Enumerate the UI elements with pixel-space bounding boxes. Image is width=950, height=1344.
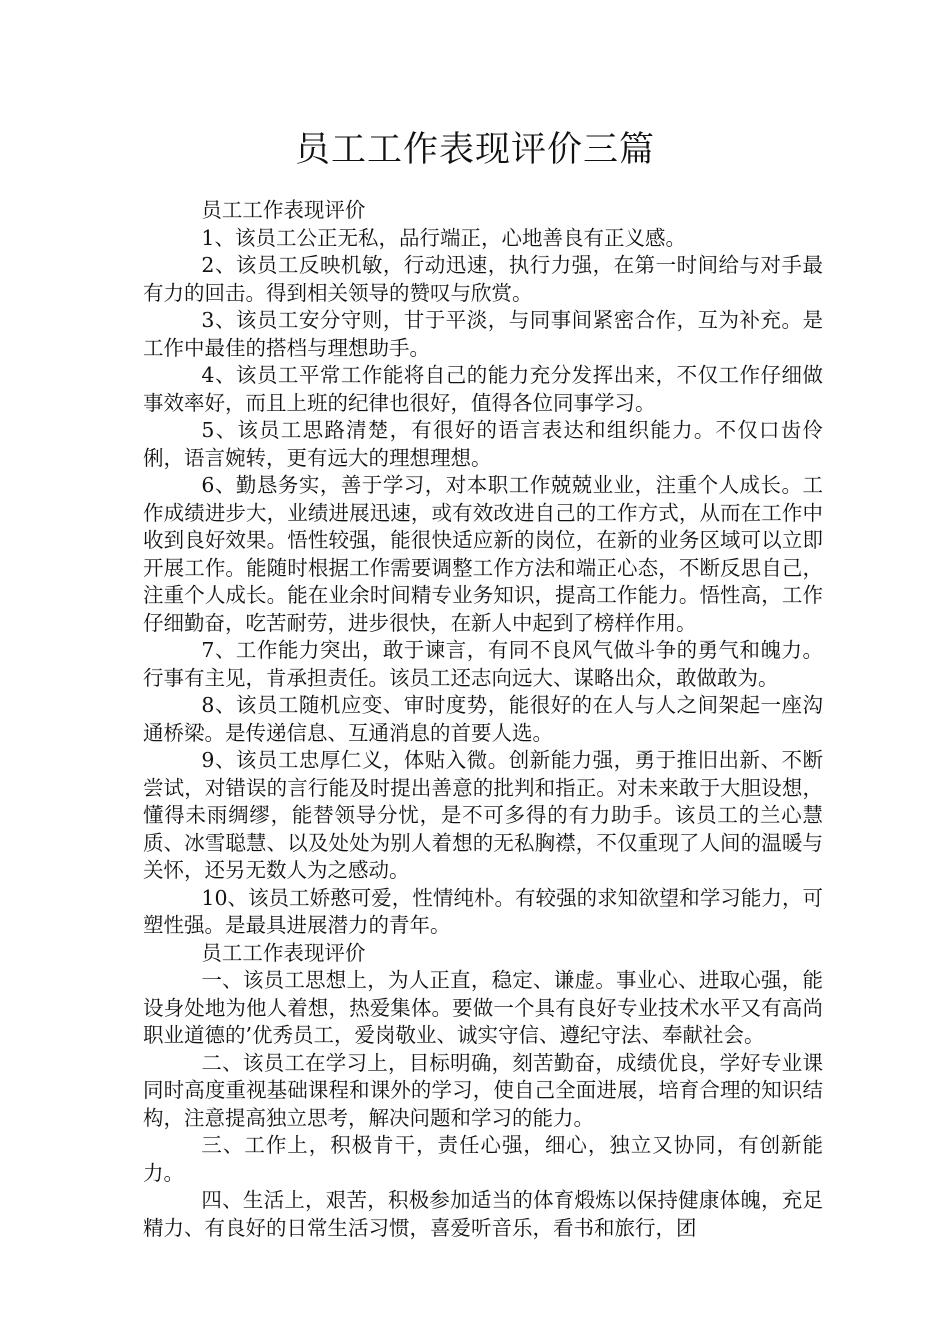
paragraph: 4、该员工平常工作能将自己的能力充分发挥出来，不仅工作仔细做事效率好，而且上班的纪律也很好，值得各位同事学习。	[143, 363, 823, 415]
paragraph: 四、生活上，艰苦，积极参加适当的体育煅炼以保持健康体魄，充足精力、有良好的日常生活习惯，喜爱听音乐，看书和旅行，团	[143, 1188, 823, 1240]
paragraph: 1、该员工公正无私，品行端正，心地善良有正义感。	[201, 225, 686, 250]
paragraph: 二、该员工在学习上，目标明确，刻苦勤奋，成绩优良，学好专业课同时高度重视基础课程和课外的学习，使自己全面进展，培育合理的知识结构，注意提高独立思考，解决问题和学习的能力。	[143, 1050, 823, 1130]
section-heading-2: 员工工作表现评价	[201, 940, 366, 965]
paragraph: 10、该员工娇憨可爱，性情纯朴。有较强的求知欲望和学习能力，可塑性强。是最具进展潜力的青年。	[143, 885, 823, 937]
paragraph: 8、该员工随机应变、审时度势，能很好的在人与人之间架起一座沟通桥梁。是传递信息、互通消息的首要人选。	[143, 693, 823, 745]
paragraph: 2、该员工反映机敏，行动迅速，执行力强，在第一时间给与对手最有力的回击。得到相关领导的赞叹与欣赏。	[143, 253, 823, 305]
paragraph: 三、工作上，积极肯干，责任心强，细心，独立又协同，有创新能力。	[143, 1133, 823, 1185]
paragraph: 一、该员工思想上，为人正直，稳定、谦虚。事业心、进取心强，能设身处地为他人着想，热爱集体。要做一个具有良好专业技术水平又有高尚职业道德的’优秀员工，爱岗敬业、诚实守信、遵纪守法、奉献社会。	[143, 968, 823, 1047]
paragraph: 6、勤恳务实，善于学习，对本职工作兢兢业业，注重个人成长。工作成绩进步大，业绩进展迅速，或有效改进自己的工作方式，从而在工作中收到良好效果。悟性较强，能很快适应新的岗位，在新的业务区域可以立即开展工作。能随时根据工作需要调整工作方法和端正心态，不断反思自己，注重个人成长。能在业余时间精专业务知识，提高工作能力。悟性高，工作仔细勤奋，吃苦耐劳，进步很快，在新人中起到了榜样作用。	[143, 473, 823, 635]
paragraph: 9、该员工忠厚仁义，体贴入微。创新能力强，勇于推旧出新、不断尝试，对错误的言行能及时提出善意的批判和指正。对未来敢于大胆设想，懂得未雨绸缪，能替领导分忧，是不可多得的有力助手。该员工的兰心慧质、冰雪聪慧、以及处处为别人着想的无私胸襟，不仅重现了人间的温暖与关怀，还另无数人为之感动。	[143, 748, 823, 882]
paragraph: 7、工作能力突出，敢于谏言，有同不良风气做斗争的勇气和魄力。行事有主见，肯承担责任。该员工还志向远大、谋略出众，敢做敢为。	[143, 638, 823, 690]
document-title: 员工工作表现评价三篇	[294, 130, 655, 170]
paragraph: 5、该员工思路清楚，有很好的语言表达和组织能力。不仅口齿伶俐，语言婉转，更有远大的理想理想。	[143, 418, 823, 470]
section-heading-1: 员工工作表现评价	[201, 198, 366, 222]
paragraph: 3、该员工安分守则，甘于平淡，与同事间紧密合作，互为补充。是工作中最佳的搭档与理想助手。	[143, 308, 823, 360]
document-body	[143, 197, 823, 1242]
